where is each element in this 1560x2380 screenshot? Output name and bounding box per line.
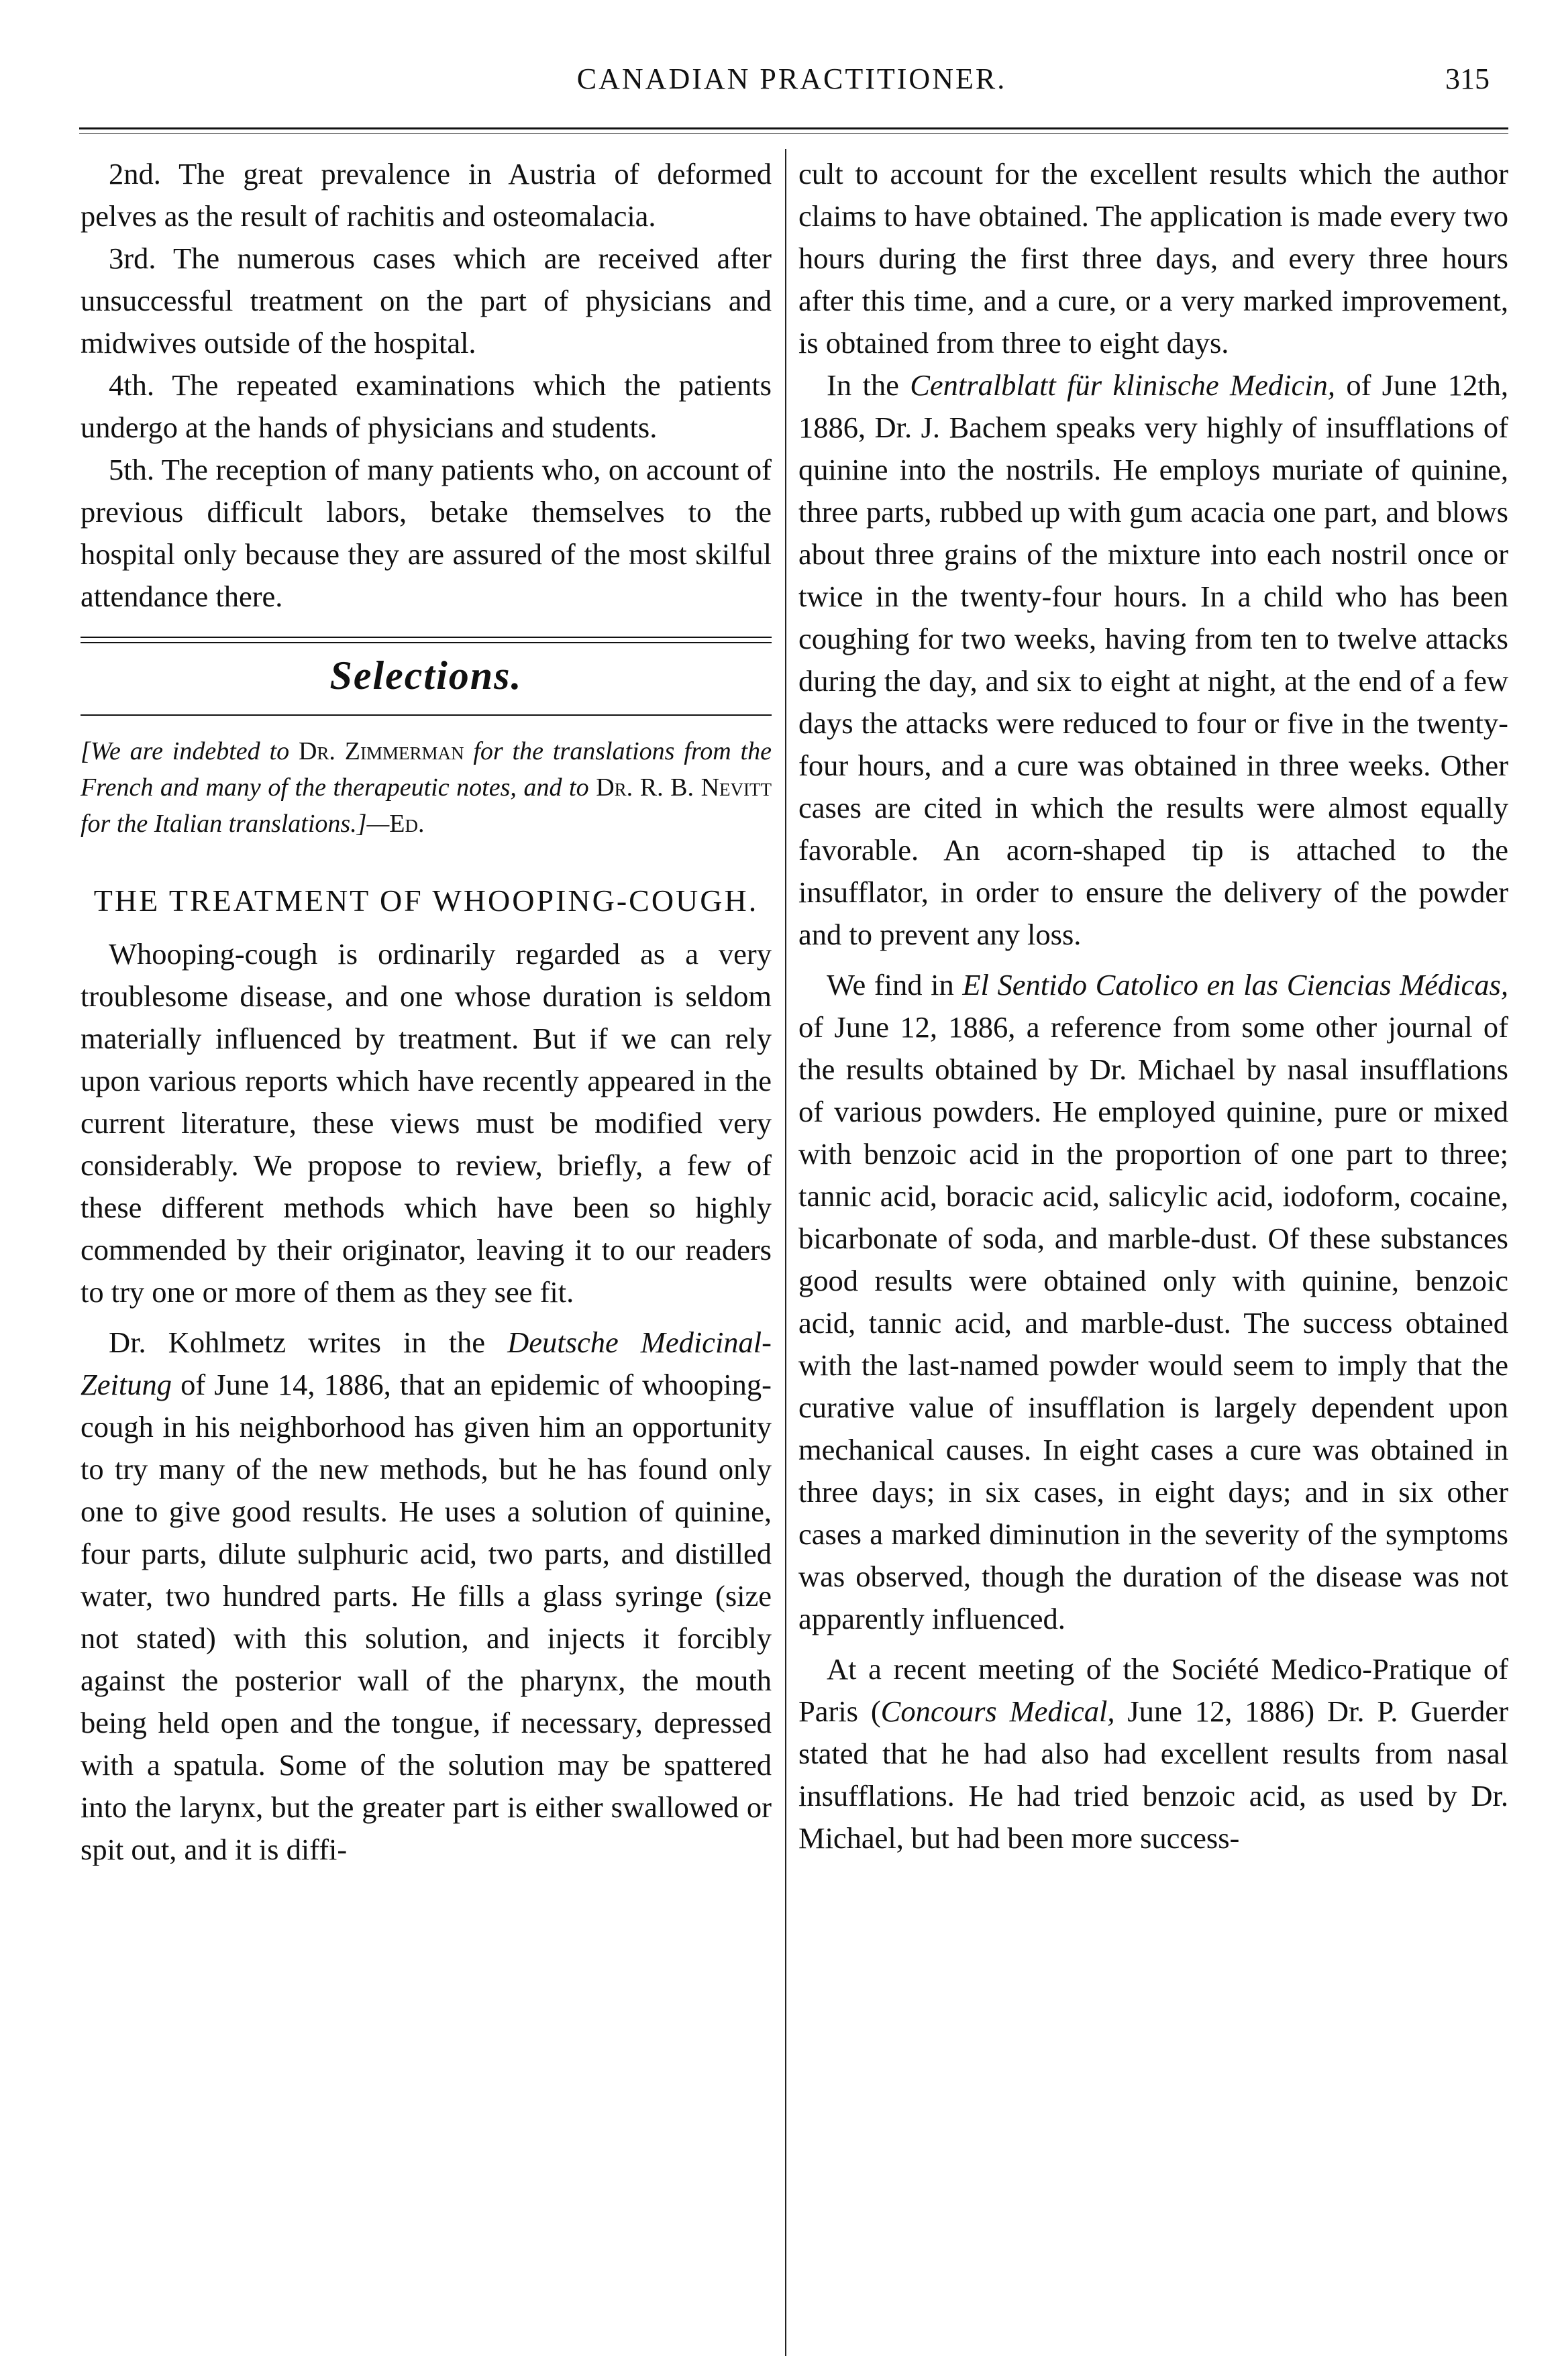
article-title: THE TREATMENT OF WHOOPING-COUGH. <box>93 883 759 918</box>
translator-name: Dr. Zimmerman <box>298 737 464 765</box>
running-title: CANADIAN PRACTITIONER. <box>576 62 1007 95</box>
body-paragraph <box>798 1648 1508 1859</box>
note-text: [We are indebted to <box>81 737 299 765</box>
note-text: for the translations from the French and many of the therapeutic notes, and to <box>81 737 772 802</box>
paragraph-text: of June 12, 1886, a reference from some other journal of the results obtained by Dr. Michael by nasal insufflations of various powders. He employed quinine, pure or mixed with benzoic acid in the proportion of one part to three; tannic acid, boracic acid, salicylic acid, iodoform, cocaine, bicarbonate of soda, and marble-dust. Of these substances good results were obtained only with quinine, benzoic acid, tannic acid, and marble-dust. The success obtained with the last-named powder would seem to imply that the curative value of insufflation is largely dependent upon mechanical causes. In eight cases a cure was obtained in three days; in six cases, in eight days; and in six other cases a marked diminution in the severity of the symptoms was observed, though the duration of the disease was not apparently influenced. <box>798 1010 1508 1635</box>
paragraph-text: of June 12th, 1886, Dr. J. Bachem speaks very highly of insufflations of quinine into the nostrils. He employs muriate of quinine, three parts, rubbed up with gum acacia one part, and blows about three grains of the mixture into each nostril once or twice in the twenty-four hours. In a child who has been coughing for two weeks, having from ten to twelve attacks during the day, and six to eight at night, at the end of a few days the attacks were reduced to four or five in the twenty-four hours, and a cure was obtained in three weeks. Other cases are cited in which the results were almost equally favorable. An acorn-shaped tip is attached to the insufflator, in order to ensure the delivery of the powder and to prevent any loss. <box>798 368 1508 951</box>
paragraph-text: of June 14, 1886, that an epidemic of whooping-cough in his neighborhood has given him an opportunity to try many of the new methods, but he has found only one to give good results. He uses a solution of quinine, four parts, dilute sulphuric acid, two parts, and distilled water, two hundred parts. He fills a glass syringe (size not stated) with this solution, and injects it forcibly against the posterior wall of the pharynx, the mouth being held open and the tongue, if necessary, depressed with a spatula. Some of the solution may be spattered into the larynx, but the greater part is either swallowed or spit out, and it is diffi- <box>81 1368 772 1866</box>
column-divider <box>785 149 786 2356</box>
body-paragraph: Whooping-cough is ordinarily regarded as a very troublesome disease, and one whose duration is seldom materially influenced by treatment. But if we can rely upon various reports which have recently appeared in the current literature, these views must be modified very considerably. We propose to review, briefly, a few of these different methods which have been so highly commended by their originator, leaving it to our readers to try one or more of them as they see fit. <box>81 937 772 1309</box>
list-item: 4th. The repeated examinations which the patients undergo at the hands of physicians and students. <box>81 368 772 444</box>
translator-name: Dr. R. B. Nevitt <box>596 773 772 802</box>
body-paragraph: cult to account for the excellent results which the author claims to have obtained. The application is made every two hours during the first three days, and every three hours after this time, and a cure, or a very marked improvement, is obtained from three to eight days. <box>798 157 1508 360</box>
paragraph-text: In the <box>827 368 911 402</box>
editor-sign: Ed. <box>389 810 425 838</box>
body-paragraph <box>798 964 1508 1640</box>
list-item: 2nd. The great prevalence in Austria of deformed pelves as the result of rachitis and osteomalacia. <box>81 157 772 233</box>
paragraph-text: June 12, 1886) Dr. P. Guerder stated that he had also had excellent results from nasal insufflations. He had tried benzoic acid, as used by Dr. Michael, but had been more success- <box>798 1694 1508 1855</box>
paragraph-text: We find in <box>827 968 963 1002</box>
section-heading: Selections. <box>329 653 523 698</box>
paragraph-gap <box>798 956 1508 964</box>
paragraph-text: Dr. Kohlmetz writes in the <box>109 1326 508 1359</box>
paragraph-gap <box>798 1640 1508 1648</box>
list-item: 3rd. The numerous cases which are received after unsuccessful treatment on the part of physicians and midwives outside of the hospital. <box>81 241 772 360</box>
section-rule-lower <box>81 714 772 716</box>
paragraph-gap <box>81 1313 772 1321</box>
left-column <box>81 153 772 1871</box>
journal-name: El Sentido Catolico en las Ciencias Médicas, <box>962 968 1508 1002</box>
right-column <box>798 153 1508 1859</box>
note-text: for the Italian translations.]— <box>81 810 390 838</box>
page-number: 315 <box>1445 62 1490 95</box>
journal-name: Centralblatt für klinische Medicin, <box>910 368 1335 402</box>
body-paragraph <box>798 364 1508 956</box>
page-header <box>81 62 1503 109</box>
editor-note <box>81 733 772 842</box>
section-rule <box>81 637 772 643</box>
body-paragraph <box>81 1321 772 1871</box>
header-rule <box>79 127 1508 134</box>
list-item: 5th. The reception of many patients who, on account of previous difficult labors, betake themselves to the hospital only because they are assured of the most skilful attendance there. <box>81 453 772 613</box>
journal-name: Concours Medical, <box>880 1694 1115 1728</box>
paragraph-text: At a recent meeting of the Société Medico-Pratique of Paris ( <box>798 1652 1508 1728</box>
journal-name: Deutsche Medicinal-Zeitung <box>81 1326 772 1401</box>
